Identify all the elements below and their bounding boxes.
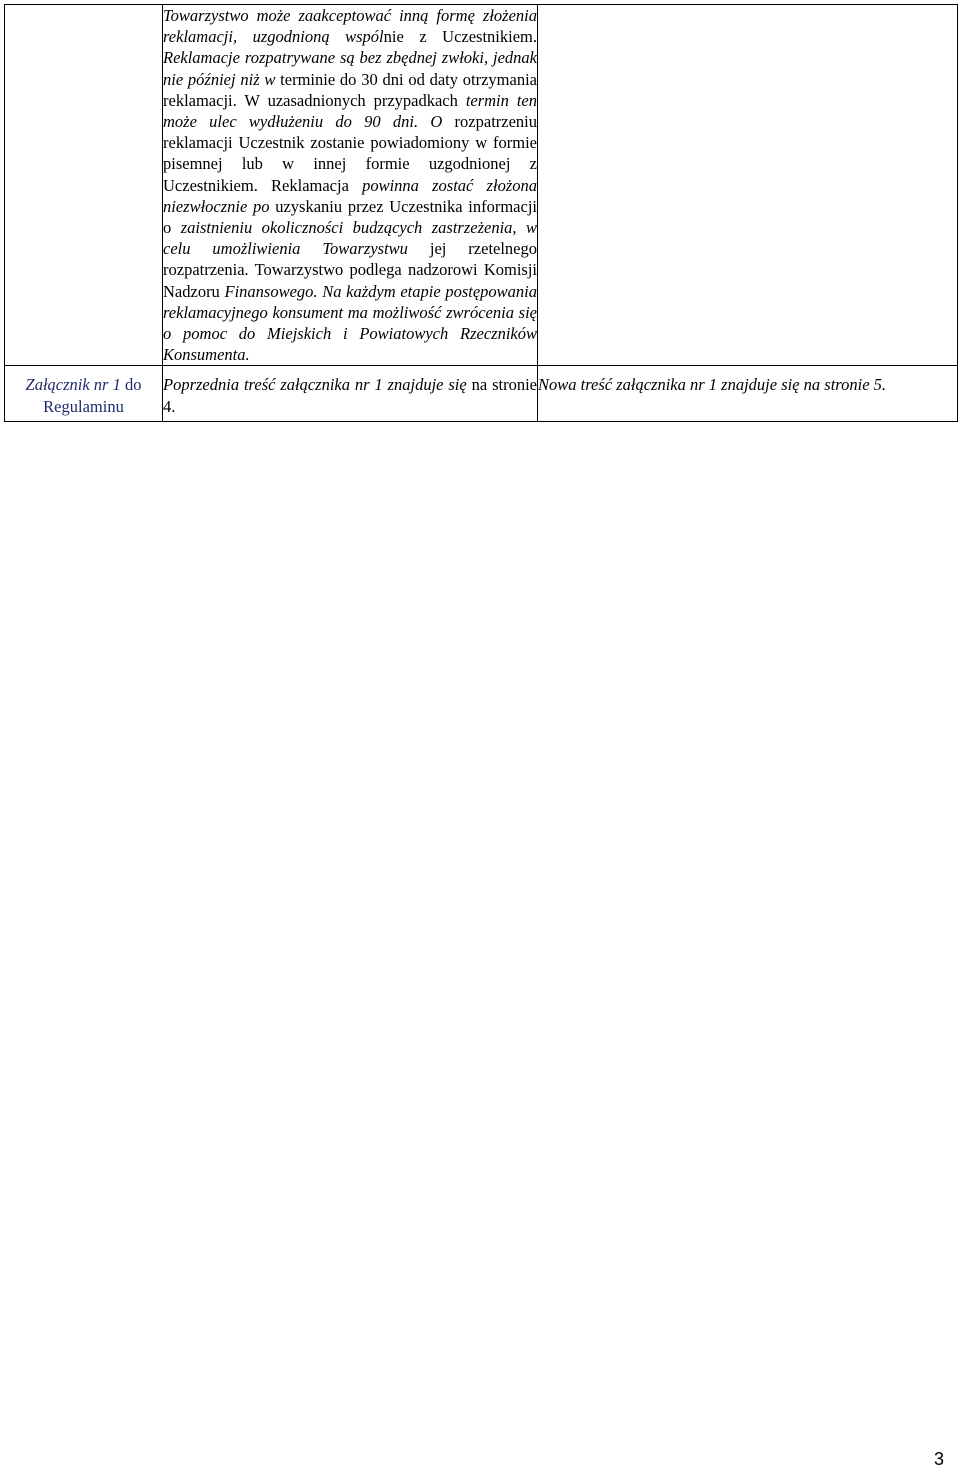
attachment-label-italic: Załącznik nr 1 (25, 375, 121, 395)
text-segment: termin ten może ulec wydłużeniu do 90 dni. O (163, 90, 537, 132)
attachment-label-cell (5, 366, 163, 421)
new-attachment-cell: Nowa treść załącznika nr 1 znajduje się na stronie 5. (538, 366, 958, 421)
comparison-table (4, 4, 958, 422)
text-segment: terminie do 30 dni od daty otrzymania reklamacji. W uzasadnionych przypadkach (163, 69, 537, 110)
previous-attachment-cell (163, 366, 538, 421)
text-segment: Towarzystwo może zaakceptować inną formę złożenia reklamacji, uzgodnioną wspól (163, 6, 537, 47)
page-number: 3 (933, 1449, 944, 1469)
section-label-cell (5, 5, 163, 366)
previous-attachment-rest: na stronie 4. (163, 375, 537, 416)
table-row (5, 366, 958, 421)
text-segment: rozpatrzeniu reklamacji Uczestnik zostanie powiadomiony w formie pisemnej lub w innej formie uzgodnionej z Uczestnikiem. Reklamacja (163, 112, 537, 195)
text-segment: nie z Uczestnikiem. (383, 27, 538, 47)
text-segment: powinna zostać złożona niezwłocznie po (163, 175, 537, 216)
new-text-cell (538, 5, 958, 366)
text-segment: zaistnieniu okoliczności budzących zastrzeżenia, w celu umożliwienia Towarzystwu (163, 218, 538, 259)
text-segment: uzyskaniu przez Uczestnika informacji o (163, 196, 537, 238)
text-segment: Reklamacje rozpatrywane są bez zbędnej zwłoki, jednak nie później niż w (163, 48, 537, 89)
text-segment: Na każdym etapie postępowania reklamacyjnego konsument ma możliwość zwrócenia się o pomoc do Miejskich i Powiatowych Rzeczników Konsumenta. (163, 281, 538, 365)
previous-text-cell (163, 5, 538, 366)
text-segment: Finansowego. (224, 281, 323, 301)
text-segment: jej rzetelnego rozpatrzenia. Towarzystwo podlega nadzorowi Komisji Nadzoru (163, 239, 538, 301)
attachment-label-rest: do Regulaminu (43, 375, 142, 416)
previous-attachment-italic: Poprzednia treść załącznika nr 1 znajduje się (163, 375, 467, 395)
table-row (5, 5, 958, 366)
